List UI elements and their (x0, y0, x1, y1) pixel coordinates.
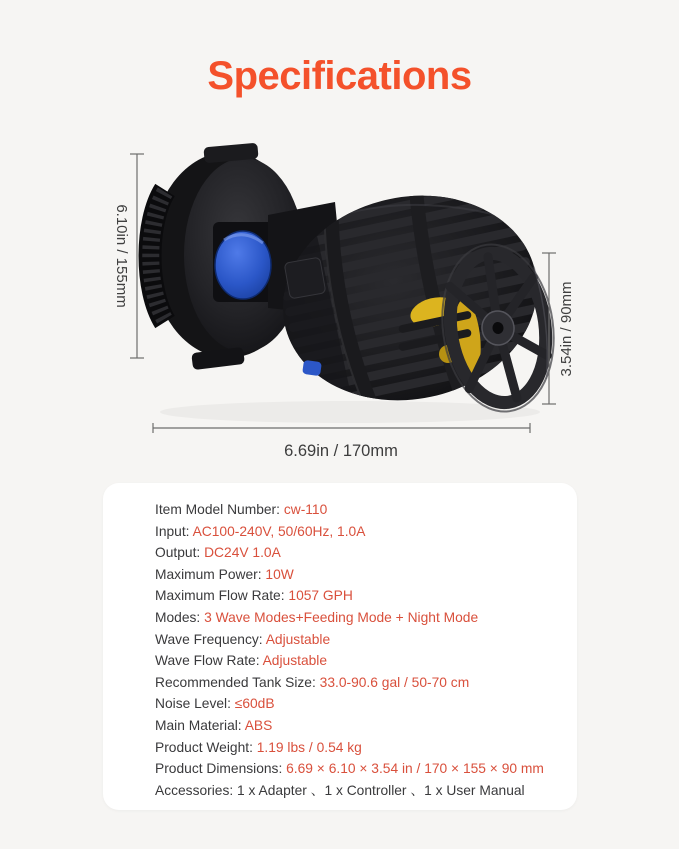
spec-value: DC24V 1.0A (204, 545, 281, 561)
spec-label: Noise Level: (155, 696, 235, 712)
spec-value: cw-110 (283, 502, 328, 517)
spec-value: ABS (244, 717, 273, 733)
spec-label: Maximum Flow Rate: (155, 588, 289, 604)
dimension-width-line (153, 423, 530, 433)
spec-label: Main Material: (155, 717, 245, 733)
spec-value: ≤60dB (234, 696, 275, 712)
spec-label: Output: (155, 545, 205, 561)
spec-row-model (155, 499, 559, 521)
spec-value: Adjustable (262, 653, 328, 669)
spec-value: AC100-240V, 50/60Hz, 1.0A (192, 523, 366, 539)
spec-row-output (155, 542, 559, 564)
dimension-label-width: 6.69in / 170mm (284, 442, 398, 460)
spec-value: 10W (265, 566, 294, 582)
spec-label: Item Model Number: (155, 502, 284, 517)
dimension-label-depth: 3.54in / 90mm (558, 281, 575, 377)
spec-label: Accessories: (155, 782, 238, 798)
spec-row-tank-size (155, 672, 559, 694)
spec-label: Modes: (155, 609, 205, 625)
blue-clip (302, 360, 322, 376)
spec-row-material (155, 715, 559, 737)
spec-value: 3 Wave Modes+Feeding Mode + Night Mode (204, 609, 479, 625)
spec-row-max-power (155, 564, 559, 586)
spec-label: Product Dimensions: (155, 761, 287, 777)
specs-card (103, 483, 577, 810)
spec-row-noise-level (155, 693, 559, 715)
spec-label: Recommended Tank Size: (155, 674, 320, 690)
spec-label: Wave Flow Rate: (155, 653, 263, 669)
spec-label: Wave Frequency: (155, 631, 266, 647)
product-figure (0, 140, 679, 480)
spec-label: Input: (155, 523, 193, 539)
spec-value: 6.69 × 6.10 × 3.54 in / 170 × 155 × 90 mm (286, 761, 544, 777)
cage-latch (284, 257, 326, 299)
page-title: Specifications (207, 54, 472, 98)
spec-label: Maximum Power: (155, 566, 266, 582)
spec-value: 1057 GPH (288, 588, 353, 604)
spec-row-input (155, 521, 559, 543)
spec-row-dimensions (155, 758, 559, 780)
spec-row-wave-frequency (155, 629, 559, 651)
dimension-label-height: 6.10in / 155mm (113, 204, 130, 308)
spec-row-wave-flow-rate (155, 650, 559, 672)
blue-knob (215, 231, 271, 299)
spec-row-modes (155, 607, 559, 629)
spec-value: 33.0-90.6 gal / 50-70 cm (319, 674, 470, 690)
spec-label: Product Weight: (155, 739, 257, 755)
spec-row-max-flow (155, 585, 559, 607)
spec-value: 1 x Adapter 、1 x Controller 、1 x User Manual (237, 782, 525, 798)
spec-value: Adjustable (265, 631, 331, 647)
spec-row-accessories (155, 780, 559, 802)
spec-row-weight (155, 737, 559, 759)
spec-value: 1.19 lbs / 0.54 kg (256, 739, 362, 755)
